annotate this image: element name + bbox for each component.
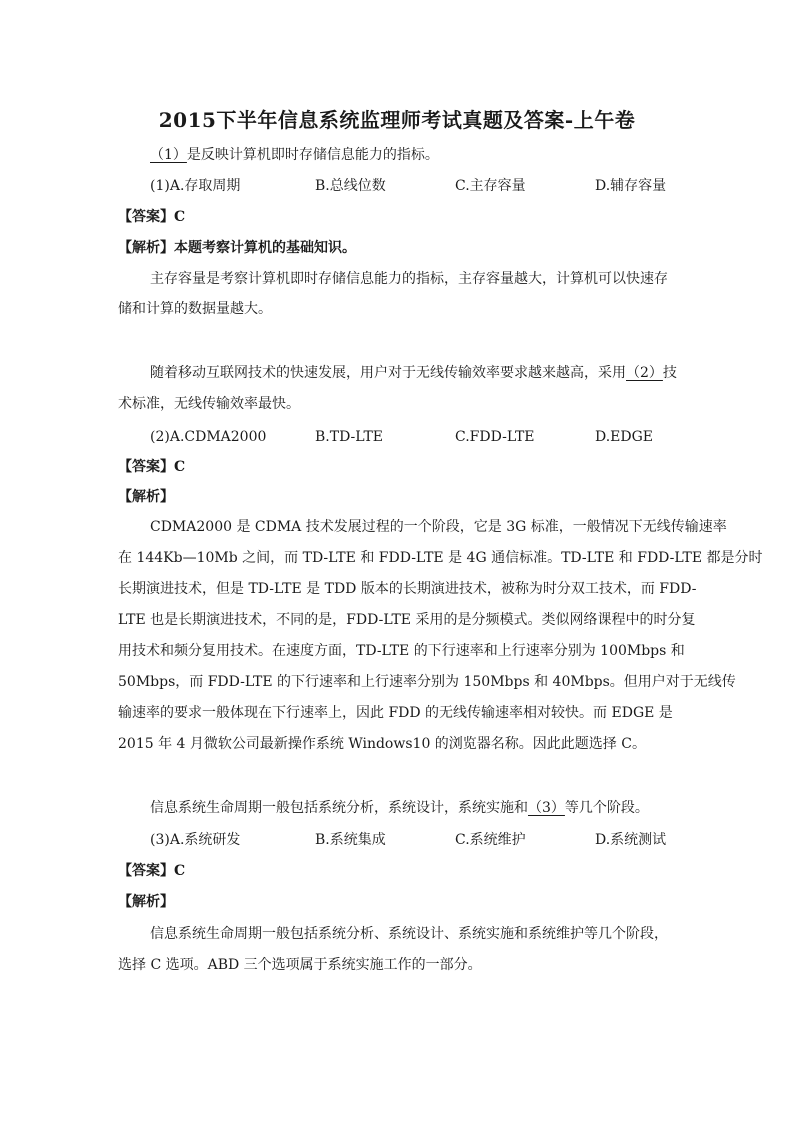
answer-label: 【答案】 <box>118 863 174 879</box>
q2-stem <box>150 363 677 383</box>
q2-analysis-line: 在 144Kb—10Mb 之间，而 TD-LTE 和 FDD-LTE 是 4G 通信标准。TD-LTE 和 FDD-LTE 都是分时 <box>118 550 763 566</box>
q3-analysis-line: 信息系统生命周期一般包括系统分析、系统设计、系统实施和系统维护等几个阶段， <box>150 926 668 942</box>
q3-stem <box>150 798 649 818</box>
q1-analysis-line: 储和计算的数据量越大。 <box>118 301 272 317</box>
q2-stem-line2: 术标准，无线传输效率最快。 <box>118 396 300 412</box>
q1-option-c: C.主存容量 <box>455 178 526 194</box>
q3-option-a: (3)A.系统研发 <box>150 832 241 848</box>
q3-option-c: C.系统维护 <box>455 832 526 848</box>
q1-stem <box>150 145 439 165</box>
q2-blank-number: （2） <box>626 365 663 381</box>
q3-blank-number: （3） <box>528 800 565 816</box>
q1-answer-value: C <box>174 209 186 225</box>
q2-analysis-line: 输速率的要求一般体现在下行速率上，因此 FDD 的无线传输速率相对较快。而 EDGE 是 <box>118 705 673 721</box>
q3-answer <box>118 861 185 881</box>
q3-analysis-heading: 【解析】 <box>118 894 174 910</box>
q1-answer <box>118 207 185 227</box>
q2-analysis-line: 用技术和频分复用技术。在速度方面，TD-LTE 的下行速率和上行速率分别为 100Mbps 和 <box>118 643 685 659</box>
q1-option-a: (1)A.存取周期 <box>150 178 241 194</box>
q2-analysis-line: 长期演进技术，但是 TD-LTE 是 TDD 版本的长期演进技术，被称为时分双工技术，而 FDD- <box>118 581 697 597</box>
q2-stem-pre: 随着移动互联网技术的快速发展，用户对于无线传输效率要求越来越高，采用 <box>150 365 626 381</box>
q3-option-b: B.系统集成 <box>315 832 386 848</box>
q1-analysis-line: 主存容量是考察计算机即时存储信息能力的指标，主存容量越大，计算机可以快速存 <box>150 271 668 287</box>
answer-label: 【答案】 <box>118 459 174 475</box>
q1-blank-number: （1） <box>150 147 187 163</box>
q1-analysis-heading <box>118 238 356 258</box>
analysis-label: 【解析】 <box>118 240 174 256</box>
q3-answer-value: C <box>174 863 186 879</box>
q1-stem-text: 是反映计算机即时存储信息能力的指标。 <box>186 147 439 163</box>
q1-option-b: B.总线位数 <box>315 178 386 194</box>
q2-analysis-line: 2015 年 4 月微软公司最新操作系统 Windows10 的浏览器名称。因此此题选择 C。 <box>118 736 646 752</box>
q2-option-b: B.TD-LTE <box>315 429 384 445</box>
q2-answer <box>118 457 185 477</box>
q2-analysis-line: CDMA2000 是 CDMA 技术发展过程的一个阶段，它是 3G 标准，一般情况下无线传输速率 <box>150 519 727 535</box>
q2-option-c: C.FDD-LTE <box>455 429 535 445</box>
q1-analysis-head: 本题考察计算机的基础知识。 <box>174 240 356 256</box>
q2-answer-value: C <box>174 459 186 475</box>
q2-analysis-line: 50Mbps，而 FDD-LTE 的下行速率和上行速率分别为 150Mbps 和 40Mbps。但用户对于无线传 <box>118 674 736 690</box>
q1-option-d: D.辅存容量 <box>595 178 667 194</box>
page-title: 2015下半年信息系统监理师考试真题及答案-上午卷 <box>158 108 636 132</box>
q2-analysis-heading: 【解析】 <box>118 489 174 505</box>
q3-stem-post: 等几个阶段。 <box>564 800 649 816</box>
q3-option-d: D.系统测试 <box>595 832 667 848</box>
q3-analysis-line: 选择 C 选项。ABD 三个选项属于系统实施工作的一部分。 <box>118 957 482 973</box>
q2-analysis-line: LTE 也是长期演进技术，不同的是，FDD-LTE 采用的是分频模式。类似网络课程中的时分复 <box>118 612 696 628</box>
q2-option-a: (2)A.CDMA2000 <box>150 429 267 445</box>
answer-label: 【答案】 <box>118 209 174 225</box>
q3-stem-pre: 信息系统生命周期一般包括系统分析，系统设计，系统实施和 <box>150 800 528 816</box>
q2-option-d: D.EDGE <box>595 429 654 445</box>
q2-stem-post: 技 <box>662 365 677 381</box>
